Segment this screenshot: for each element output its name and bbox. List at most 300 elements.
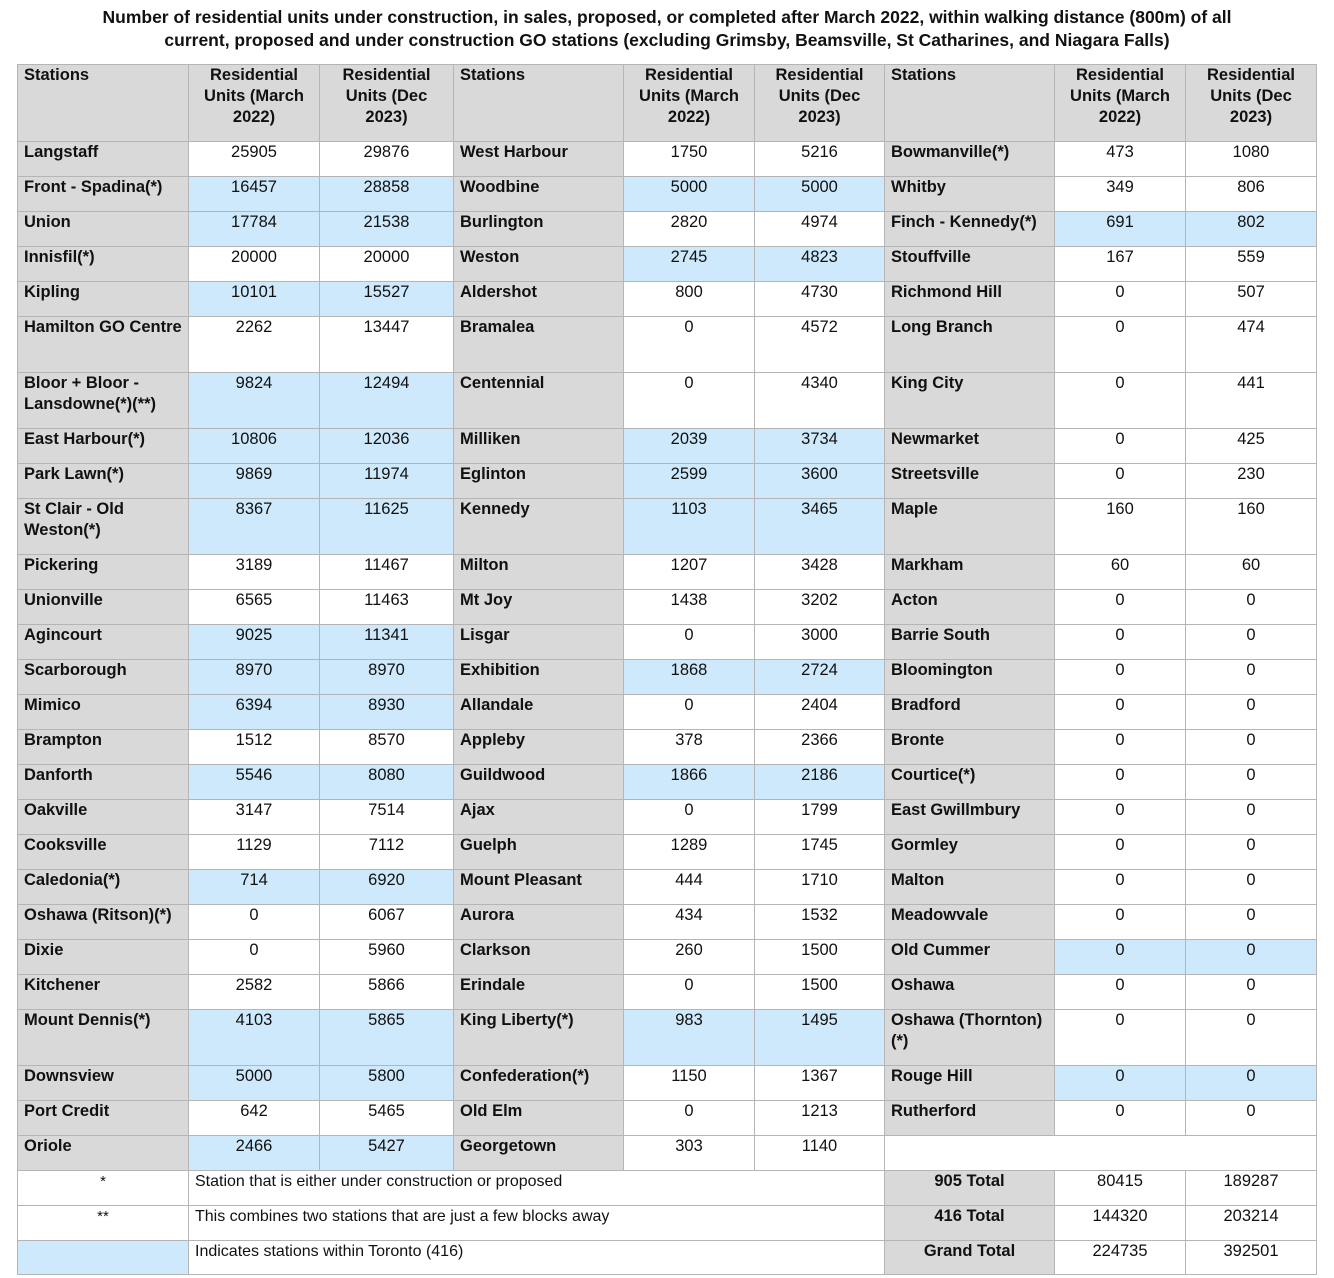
units-march-2022: 1750 [624, 142, 755, 177]
units-march-2022: 800 [624, 282, 755, 317]
table-row [18, 625, 1317, 660]
station-name: Barrie South [885, 625, 1055, 660]
units-march-2022: 160 [1055, 499, 1186, 555]
table-row [18, 555, 1317, 590]
units-march-2022: 378 [624, 730, 755, 765]
station-name: Centennial [454, 373, 624, 429]
table-row [18, 800, 1317, 835]
units-dec-2023: 1367 [755, 1066, 885, 1101]
units-march-2022: 1103 [624, 499, 755, 555]
legend-text: This combines two stations that are just a few blocks away [189, 1206, 885, 1241]
units-march-2022: 0 [624, 625, 755, 660]
station-name: West Harbour [454, 142, 624, 177]
station-name: Bramalea [454, 317, 624, 373]
units-march-2022: 1289 [624, 835, 755, 870]
station-name: Hamilton GO Centre [18, 317, 189, 373]
units-march-2022: 714 [189, 870, 320, 905]
units-march-2022: 0 [1055, 730, 1186, 765]
table-row [18, 975, 1317, 1010]
units-dec-2023: 0 [1186, 835, 1317, 870]
units-march-2022: 2582 [189, 975, 320, 1010]
station-name: Old Elm [454, 1101, 624, 1136]
station-name: Mimico [18, 695, 189, 730]
station-name: Exhibition [454, 660, 624, 695]
units-march-2022: 2599 [624, 464, 755, 499]
station-name: Milton [454, 555, 624, 590]
empty-cell [885, 1136, 1317, 1171]
station-name: Innisfil(*) [18, 247, 189, 282]
units-march-2022: 691 [1055, 212, 1186, 247]
station-name: Oshawa [885, 975, 1055, 1010]
station-name: Georgetown [454, 1136, 624, 1171]
units-dec-2023: 8570 [320, 730, 454, 765]
units-march-2022: 0 [1055, 625, 1186, 660]
units-dec-2023: 0 [1186, 625, 1317, 660]
units-dec-2023: 1495 [755, 1010, 885, 1066]
legend-symbol: ** [18, 1206, 189, 1241]
units-march-2022: 1866 [624, 765, 755, 800]
units-dec-2023: 0 [1186, 695, 1317, 730]
table-row [18, 870, 1317, 905]
units-march-2022: 3147 [189, 800, 320, 835]
station-name: Union [18, 212, 189, 247]
units-dec-2023: 5960 [320, 940, 454, 975]
station-name: Streetsville [885, 464, 1055, 499]
total-label: 905 Total [885, 1171, 1055, 1206]
table-row [18, 499, 1317, 555]
units-dec-2023: 8080 [320, 765, 454, 800]
units-dec-2023: 3465 [755, 499, 885, 555]
units-dec-2023: 0 [1186, 590, 1317, 625]
units-march-2022: 60 [1055, 555, 1186, 590]
units-march-2022: 349 [1055, 177, 1186, 212]
station-name: Rutherford [885, 1101, 1055, 1136]
station-name: Lisgar [454, 625, 624, 660]
station-name: Langstaff [18, 142, 189, 177]
units-march-2022: 0 [1055, 940, 1186, 975]
station-name: Allandale [454, 695, 624, 730]
units-dec-2023: 1213 [755, 1101, 885, 1136]
units-dec-2023: 3600 [755, 464, 885, 499]
units-march-2022: 2039 [624, 429, 755, 464]
units-march-2022: 0 [1055, 1066, 1186, 1101]
station-name: Guildwood [454, 765, 624, 800]
units-march-2022: 0 [1055, 373, 1186, 429]
units-dec-2023: 3202 [755, 590, 885, 625]
station-name: Whitby [885, 177, 1055, 212]
station-name: Clarkson [454, 940, 624, 975]
station-name: Bronte [885, 730, 1055, 765]
total-march-2022: 224735 [1055, 1241, 1186, 1275]
units-dec-2023: 15527 [320, 282, 454, 317]
units-march-2022: 1512 [189, 730, 320, 765]
units-dec-2023: 6920 [320, 870, 454, 905]
total-march-2022: 144320 [1055, 1206, 1186, 1241]
header-units-march-2022: Residential Units (March 2022) [189, 65, 320, 142]
units-dec-2023: 4823 [755, 247, 885, 282]
units-march-2022: 2262 [189, 317, 320, 373]
station-name: Appleby [454, 730, 624, 765]
units-march-2022: 1129 [189, 835, 320, 870]
units-march-2022: 2745 [624, 247, 755, 282]
station-name: Eglinton [454, 464, 624, 499]
units-dec-2023: 2404 [755, 695, 885, 730]
units-dec-2023: 0 [1186, 870, 1317, 905]
units-march-2022: 0 [1055, 1010, 1186, 1066]
units-march-2022: 6394 [189, 695, 320, 730]
header-units-dec-2023: Residential Units (Dec 2023) [755, 65, 885, 142]
units-march-2022: 16457 [189, 177, 320, 212]
station-name: Long Branch [885, 317, 1055, 373]
units-march-2022: 0 [1055, 317, 1186, 373]
units-dec-2023: 0 [1186, 1101, 1317, 1136]
station-name: St Clair - Old Weston(*) [18, 499, 189, 555]
units-dec-2023: 5865 [320, 1010, 454, 1066]
station-name: King Liberty(*) [454, 1010, 624, 1066]
units-march-2022: 20000 [189, 247, 320, 282]
units-dec-2023: 0 [1186, 660, 1317, 695]
units-march-2022: 0 [624, 975, 755, 1010]
units-dec-2023: 806 [1186, 177, 1317, 212]
units-dec-2023: 8930 [320, 695, 454, 730]
station-name: Bloor + Bloor - Lansdowne(*)(**) [18, 373, 189, 429]
table-row [18, 835, 1317, 870]
header-stations: Stations [454, 65, 624, 142]
units-dec-2023: 1500 [755, 975, 885, 1010]
units-march-2022: 10806 [189, 429, 320, 464]
units-march-2022: 25905 [189, 142, 320, 177]
units-march-2022: 0 [624, 1101, 755, 1136]
station-name: Bradford [885, 695, 1055, 730]
units-march-2022: 1207 [624, 555, 755, 590]
units-dec-2023: 12494 [320, 373, 454, 429]
units-march-2022: 2820 [624, 212, 755, 247]
station-name: Richmond Hill [885, 282, 1055, 317]
total-dec-2023: 203214 [1186, 1206, 1317, 1241]
legend-toronto-swatch [18, 1241, 189, 1275]
page-title [0, 6, 1334, 52]
units-dec-2023: 5866 [320, 975, 454, 1010]
table-row [18, 940, 1317, 975]
units-march-2022: 473 [1055, 142, 1186, 177]
station-name: Caledonia(*) [18, 870, 189, 905]
total-label: 416 Total [885, 1206, 1055, 1241]
station-name: Kipling [18, 282, 189, 317]
stations-table [17, 64, 1317, 1275]
units-march-2022: 0 [624, 695, 755, 730]
units-dec-2023: 1140 [755, 1136, 885, 1171]
legend-row [18, 1171, 1317, 1206]
table-row [18, 282, 1317, 317]
units-dec-2023: 0 [1186, 940, 1317, 975]
station-name: Danforth [18, 765, 189, 800]
station-name: Scarborough [18, 660, 189, 695]
units-dec-2023: 6067 [320, 905, 454, 940]
station-name: Oshawa (Ritson)(*) [18, 905, 189, 940]
units-dec-2023: 2186 [755, 765, 885, 800]
units-march-2022: 0 [1055, 870, 1186, 905]
station-name: Kitchener [18, 975, 189, 1010]
station-name: Malton [885, 870, 1055, 905]
units-march-2022: 5000 [189, 1066, 320, 1101]
table-row [18, 177, 1317, 212]
units-march-2022: 5546 [189, 765, 320, 800]
table-row [18, 660, 1317, 695]
units-march-2022: 0 [624, 373, 755, 429]
station-name: East Gwillmbury [885, 800, 1055, 835]
units-dec-2023: 13447 [320, 317, 454, 373]
station-name: Maple [885, 499, 1055, 555]
units-dec-2023: 1799 [755, 800, 885, 835]
units-march-2022: 0 [1055, 660, 1186, 695]
units-march-2022: 983 [624, 1010, 755, 1066]
station-name: Brampton [18, 730, 189, 765]
table-row [18, 142, 1317, 177]
units-dec-2023: 11341 [320, 625, 454, 660]
station-name: Newmarket [885, 429, 1055, 464]
station-name: King City [885, 373, 1055, 429]
title-line-1: Number of residential units under construction, in sales, proposed, or completed after March 2022, within walking distance (800m) of all [102, 7, 1232, 27]
title-line-2: current, proposed and under construction GO stations (excluding Grimsby, Beamsville, St Catharines, and Niagara Falls) [164, 30, 1170, 50]
units-march-2022: 0 [189, 905, 320, 940]
units-dec-2023: 5427 [320, 1136, 454, 1171]
units-dec-2023: 160 [1186, 499, 1317, 555]
station-name: Unionville [18, 590, 189, 625]
table-row [18, 695, 1317, 730]
table-row [18, 905, 1317, 940]
units-dec-2023: 11625 [320, 499, 454, 555]
units-dec-2023: 441 [1186, 373, 1317, 429]
units-march-2022: 0 [1055, 765, 1186, 800]
units-dec-2023: 1710 [755, 870, 885, 905]
units-dec-2023: 0 [1186, 800, 1317, 835]
station-name: Park Lawn(*) [18, 464, 189, 499]
station-name: Courtice(*) [885, 765, 1055, 800]
units-march-2022: 9025 [189, 625, 320, 660]
units-march-2022: 0 [1055, 464, 1186, 499]
units-march-2022: 1438 [624, 590, 755, 625]
units-dec-2023: 559 [1186, 247, 1317, 282]
units-march-2022: 0 [624, 800, 755, 835]
header-stations: Stations [885, 65, 1055, 142]
units-march-2022: 260 [624, 940, 755, 975]
legend-row [18, 1241, 1317, 1275]
units-dec-2023: 1500 [755, 940, 885, 975]
units-dec-2023: 12036 [320, 429, 454, 464]
units-dec-2023: 0 [1186, 765, 1317, 800]
station-name: Pickering [18, 555, 189, 590]
station-name: Woodbine [454, 177, 624, 212]
units-march-2022: 6565 [189, 590, 320, 625]
units-dec-2023: 0 [1186, 905, 1317, 940]
units-dec-2023: 1080 [1186, 142, 1317, 177]
table-row [18, 1066, 1317, 1101]
units-dec-2023: 5216 [755, 142, 885, 177]
units-march-2022: 1150 [624, 1066, 755, 1101]
table-row [18, 212, 1317, 247]
station-name: Gormley [885, 835, 1055, 870]
units-dec-2023: 2724 [755, 660, 885, 695]
units-dec-2023: 4730 [755, 282, 885, 317]
station-name: Mt Joy [454, 590, 624, 625]
units-dec-2023: 0 [1186, 1066, 1317, 1101]
units-march-2022: 0 [1055, 1101, 1186, 1136]
station-name: Agincourt [18, 625, 189, 660]
units-march-2022: 17784 [189, 212, 320, 247]
station-name: Acton [885, 590, 1055, 625]
station-name: Mount Pleasant [454, 870, 624, 905]
units-dec-2023: 7112 [320, 835, 454, 870]
legend-symbol: * [18, 1171, 189, 1206]
station-name: Bloomington [885, 660, 1055, 695]
units-march-2022: 1868 [624, 660, 755, 695]
units-march-2022: 0 [1055, 429, 1186, 464]
station-name: Rouge Hill [885, 1066, 1055, 1101]
station-name: Stouffville [885, 247, 1055, 282]
units-march-2022: 0 [1055, 835, 1186, 870]
units-march-2022: 0 [1055, 282, 1186, 317]
station-name: Milliken [454, 429, 624, 464]
units-dec-2023: 4572 [755, 317, 885, 373]
table-row [18, 1010, 1317, 1066]
station-name: Aurora [454, 905, 624, 940]
units-dec-2023: 5000 [755, 177, 885, 212]
table-row [18, 464, 1317, 499]
units-dec-2023: 1532 [755, 905, 885, 940]
table-row [18, 429, 1317, 464]
units-dec-2023: 2366 [755, 730, 885, 765]
units-dec-2023: 0 [1186, 1010, 1317, 1066]
units-march-2022: 8367 [189, 499, 320, 555]
units-dec-2023: 11467 [320, 555, 454, 590]
units-march-2022: 0 [189, 940, 320, 975]
units-dec-2023: 7514 [320, 800, 454, 835]
units-dec-2023: 0 [1186, 730, 1317, 765]
units-march-2022: 434 [624, 905, 755, 940]
table-row [18, 765, 1317, 800]
legend-row [18, 1206, 1317, 1241]
header-units-dec-2023: Residential Units (Dec 2023) [320, 65, 454, 142]
header-row [18, 65, 1317, 142]
table-row [18, 247, 1317, 282]
station-name: Finch - Kennedy(*) [885, 212, 1055, 247]
station-name: Oriole [18, 1136, 189, 1171]
station-name: Kennedy [454, 499, 624, 555]
units-march-2022: 167 [1055, 247, 1186, 282]
units-march-2022: 0 [1055, 695, 1186, 730]
units-march-2022: 303 [624, 1136, 755, 1171]
units-dec-2023: 8970 [320, 660, 454, 695]
units-march-2022: 8970 [189, 660, 320, 695]
units-march-2022: 0 [1055, 800, 1186, 835]
total-march-2022: 80415 [1055, 1171, 1186, 1206]
total-dec-2023: 392501 [1186, 1241, 1317, 1275]
units-dec-2023: 802 [1186, 212, 1317, 247]
header-units-dec-2023: Residential Units (Dec 2023) [1186, 65, 1317, 142]
header-stations: Stations [18, 65, 189, 142]
table-row [18, 373, 1317, 429]
units-dec-2023: 4340 [755, 373, 885, 429]
table-row [18, 317, 1317, 373]
units-dec-2023: 507 [1186, 282, 1317, 317]
station-name: Dixie [18, 940, 189, 975]
units-march-2022: 642 [189, 1101, 320, 1136]
table-row [18, 590, 1317, 625]
station-name: Guelph [454, 835, 624, 870]
units-dec-2023: 3428 [755, 555, 885, 590]
station-name: Confederation(*) [454, 1066, 624, 1101]
station-name: Ajax [454, 800, 624, 835]
station-name: Mount Dennis(*) [18, 1010, 189, 1066]
units-dec-2023: 474 [1186, 317, 1317, 373]
header-units-march-2022: Residential Units (March 2022) [1055, 65, 1186, 142]
units-dec-2023: 425 [1186, 429, 1317, 464]
units-march-2022: 0 [1055, 975, 1186, 1010]
units-march-2022: 9824 [189, 373, 320, 429]
units-dec-2023: 3000 [755, 625, 885, 660]
units-dec-2023: 28858 [320, 177, 454, 212]
station-name: Downsview [18, 1066, 189, 1101]
station-name: Cooksville [18, 835, 189, 870]
units-march-2022: 0 [1055, 590, 1186, 625]
units-dec-2023: 29876 [320, 142, 454, 177]
units-dec-2023: 4974 [755, 212, 885, 247]
units-march-2022: 9869 [189, 464, 320, 499]
units-dec-2023: 60 [1186, 555, 1317, 590]
station-name: Weston [454, 247, 624, 282]
legend-text: Station that is either under construction or proposed [189, 1171, 885, 1206]
units-dec-2023: 20000 [320, 247, 454, 282]
total-label: Grand Total [885, 1241, 1055, 1275]
units-march-2022: 0 [1055, 905, 1186, 940]
station-name: Burlington [454, 212, 624, 247]
units-dec-2023: 1745 [755, 835, 885, 870]
table-row [18, 1136, 1317, 1171]
station-name: Oakville [18, 800, 189, 835]
station-name: Port Credit [18, 1101, 189, 1136]
station-name: Markham [885, 555, 1055, 590]
header-units-march-2022: Residential Units (March 2022) [624, 65, 755, 142]
station-name: Aldershot [454, 282, 624, 317]
units-dec-2023: 5800 [320, 1066, 454, 1101]
units-march-2022: 444 [624, 870, 755, 905]
units-dec-2023: 11463 [320, 590, 454, 625]
station-name: Bowmanville(*) [885, 142, 1055, 177]
station-name: East Harbour(*) [18, 429, 189, 464]
units-dec-2023: 3734 [755, 429, 885, 464]
station-name: Oshawa (Thornton)(*) [885, 1010, 1055, 1066]
legend-text: Indicates stations within Toronto (416) [189, 1241, 885, 1275]
units-march-2022: 5000 [624, 177, 755, 212]
units-dec-2023: 0 [1186, 975, 1317, 1010]
units-march-2022: 2466 [189, 1136, 320, 1171]
units-dec-2023: 11974 [320, 464, 454, 499]
station-name: Meadowvale [885, 905, 1055, 940]
table-row [18, 730, 1317, 765]
station-name: Old Cummer [885, 940, 1055, 975]
station-name: Erindale [454, 975, 624, 1010]
total-dec-2023: 189287 [1186, 1171, 1317, 1206]
table-row [18, 1101, 1317, 1136]
station-name: Front - Spadina(*) [18, 177, 189, 212]
units-dec-2023: 21538 [320, 212, 454, 247]
units-march-2022: 4103 [189, 1010, 320, 1066]
units-march-2022: 0 [624, 317, 755, 373]
units-march-2022: 10101 [189, 282, 320, 317]
units-dec-2023: 230 [1186, 464, 1317, 499]
units-dec-2023: 5465 [320, 1101, 454, 1136]
units-march-2022: 3189 [189, 555, 320, 590]
